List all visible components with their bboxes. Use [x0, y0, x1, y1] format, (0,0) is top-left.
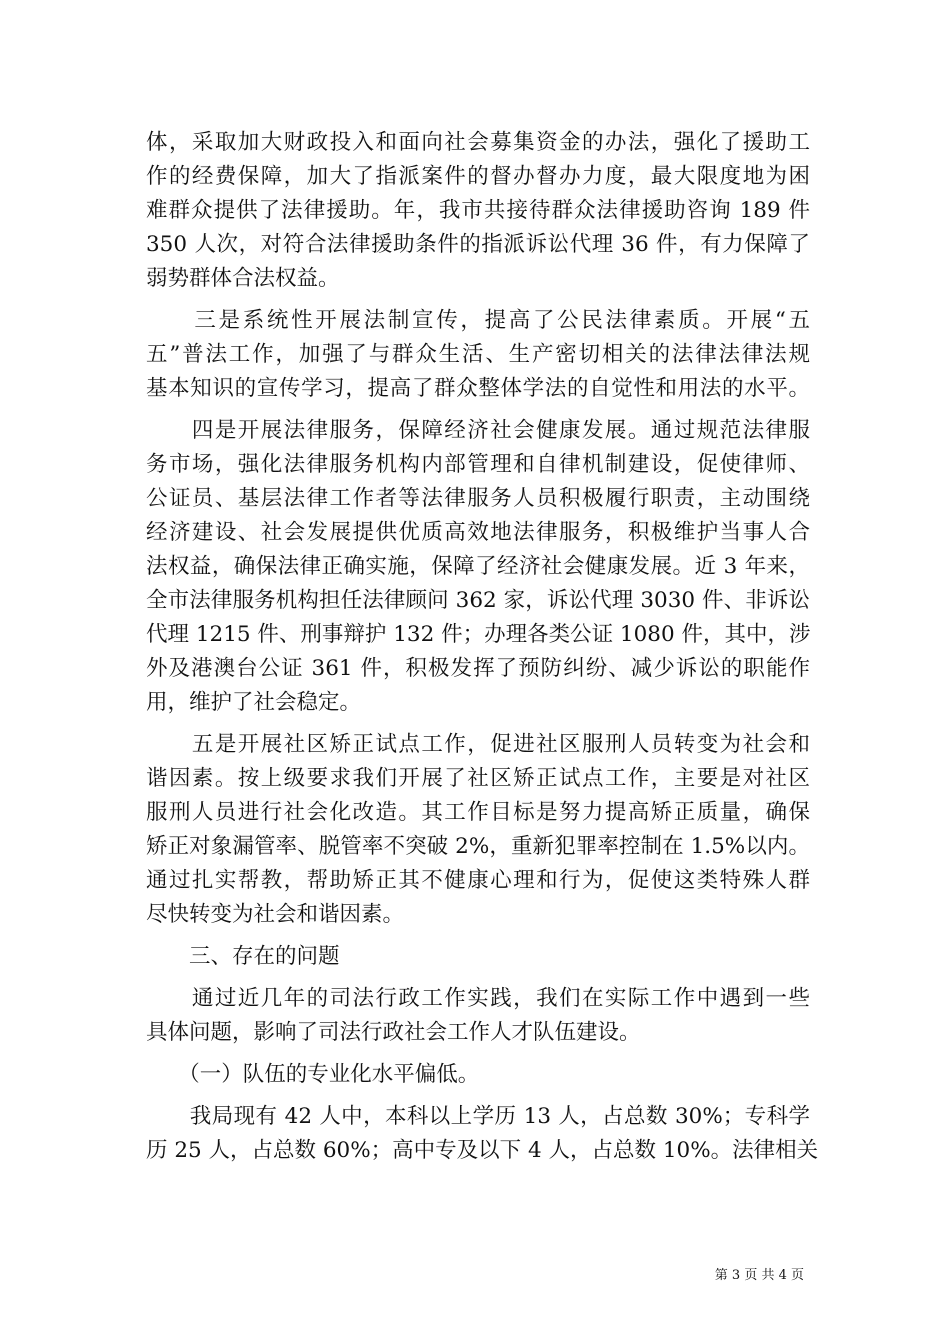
text-line: 全市法律服务机构担任法律顾问 362 家，诉讼代理 3030 件、非诉讼 [146, 588, 810, 613]
text-line: 代理 1215 件、刑事辩护 132 件；办理各类公证 1080 件，其中，涉 [146, 622, 811, 647]
text-line: 通过扎实帮教，帮助矫正其不健康心理和行为，促使这类特殊人群 [146, 868, 810, 893]
text-line: 尽快转变为社会和谐因素。 [146, 902, 405, 927]
text-line: 作的经费保障，加大了指派案件的督办督办力度，最大限度地为困 [146, 164, 810, 189]
text-line: 四是开展法律服务，保障经济社会健康发展。通过规范法律服 [146, 418, 810, 443]
text-line: 务市场，强化法律服务机构内部管理和自律机制建设，促使律师、 [146, 452, 810, 477]
text-line: 五是开展社区矫正试点工作，促进社区服刑人员转变为社会和 [146, 732, 810, 757]
page-number: 第 3 页 共 4 页 [714, 1268, 804, 1283]
text-line: 体，采取加大财政投入和面向社会募集资金的办法，强化了援助工 [146, 130, 810, 155]
text-line: 弱势群体合法权益。 [146, 266, 340, 291]
text-line: 用，维护了社会稳定。 [146, 690, 362, 715]
text-line: 公证员、基层法律工作者等法律服务人员积极履行职责，主动围绕 [146, 486, 810, 511]
text-line: 基本知识的宣传学习，提高了群众整体学法的自觉性和用法的水平。 [146, 376, 810, 401]
text-line: 经济建设、社会发展提供优质高效地法律服务，积极维护当事人合 [146, 520, 810, 545]
text-line: 我局现有 42 人中，本科以上学历 13 人，占总数 30%；专科学 [146, 1104, 810, 1129]
text-line: 通过近几年的司法行政工作实践，我们在实际工作中遇到一些 [146, 986, 810, 1011]
text-line: 外及港澳台公证 361 件，积极发挥了预防纠纷、减少诉讼的职能作 [146, 656, 810, 681]
text-line: 三是系统性开展法制宣传，提高了公民法律素质。开展“五 [146, 308, 810, 333]
text-line: 具体问题，影响了司法行政社会工作人才队伍建设。 [146, 1020, 641, 1045]
text-line: 法权益，确保法律正确实施，保障了经济社会健康发展。近 3 年来， [146, 554, 810, 579]
text-line: 谐因素。按上级要求我们开展了社区矫正试点工作，主要是对社区 [146, 766, 810, 791]
text-line: 难群众提供了法律援助。年，我市共接待群众法律援助咨询 189 件 [146, 198, 810, 223]
text-line: 五”普法工作，加强了与群众生活、生产密切相关的法律法律法规 [146, 342, 810, 367]
section-heading: 三、存在的问题 [146, 944, 340, 969]
subsection-heading: （一）队伍的专业化水平偏低。 [146, 1062, 480, 1087]
text-line: 历 25 人，占总数 60%；高中专及以下 4 人，占总数 10%。法律相关 [146, 1138, 819, 1163]
text-line: 矫正对象漏管率、脱管率不突破 2%，重新犯罪率控制在 1.5%以内。 [146, 834, 810, 859]
text-line: 服刑人员进行社会化改造。其工作目标是努力提高矫正质量，确保 [146, 800, 810, 825]
text-line: 350 人次，对符合法律援助条件的指派诉讼代理 36 件，有力保障了 [146, 232, 810, 257]
